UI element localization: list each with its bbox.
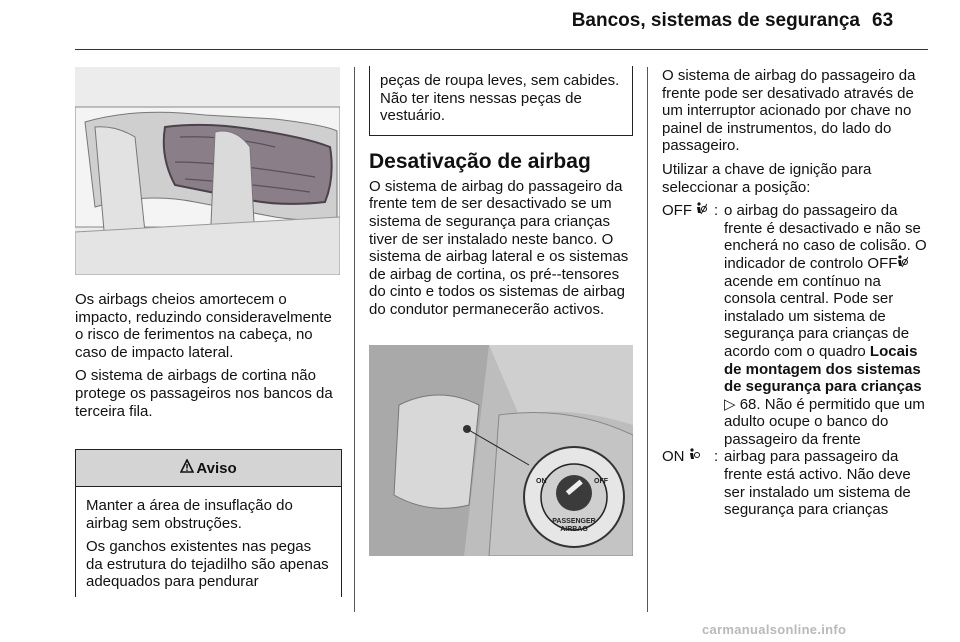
warning-title: Aviso [196,459,237,477]
watermark-footer: carmanualsonline.info [702,622,847,637]
warning-header [76,450,341,487]
airbag-drawing-svg [75,67,340,275]
curtain-airbag-illustration [75,67,340,275]
column-3 [662,67,928,519]
airbag-cushion-paragraph: Os airbags cheios amortecem o impacto, reduzindo consideravelmente o risco de ferimentos na cabeça, no caso de impacto lateral. [75,291,332,361]
position-definition-list [662,202,928,519]
column-1 [75,291,340,420]
key-instruction-paragraph: Utilizar a chave de ignição para seleccionar a posição: [662,160,872,196]
column-divider-1 [354,67,355,612]
column-2 [369,67,633,319]
warning-icon [180,459,194,477]
on-separator: : [714,448,719,466]
warning-box [75,449,342,597]
warning-continuation-box [369,66,633,136]
warning-continuation-text: peças de roupa leves, sem cabides. Não ter itens nessas peças de vestuário. [380,72,620,125]
airbag-off-icon [692,202,707,219]
header-rule [75,49,928,50]
third-row-paragraph: O sistema de airbags de cortina não protege os passageiros nos bancos da terceira fila. [75,367,333,420]
off-term: OFF [662,202,714,448]
switch-caption-1: PASSENGER [552,518,596,525]
column-divider-2 [647,67,648,612]
warning-body [76,487,341,591]
page-header [0,0,960,40]
on-term: ON [662,448,714,518]
airbag-switch-photo [369,345,633,556]
deactivation-paragraph: O sistema de airbag do passageiro da frente tem de ser desactivado se um sistema de segurança para crianças tiver de ser instalado neste banco. O sistema de airbag lateral e os sistemas de airbag de cortina, os pré--tensores do cinto e todos os sistemas de airbag do condutor permanecerão activos. [369,177,629,318]
section-title: Bancos, sistemas de segurança [571,10,860,31]
warning-paragraph-1: Manter a área de insuflação do airbag sem obstruções. [86,497,293,532]
section-heading: Desativação de airbag [369,149,591,173]
switch-intro-paragraph: O sistema de airbag do passageiro da frente pode ser desativado através de um interruptor acionado por chave no painel de instrumentos, do lado do passageiro. [662,67,916,155]
off-description: o airbag do passageiro da frente é desactivado e não se encherá no caso de colisão. O indicador de controlo OFF acende em contínuo na consola central. Pode ser instalado um sistema de segurança para crianças de acordo com o quadro Locais de montagem dos sistemas de segurança para crianças ▷ 68. Não é permitido que um adulto ocupe o banco do passageiro da frente [724,202,927,448]
page-number: 63 [872,10,894,31]
page-ref-arrow-icon: ▷ [724,395,736,413]
switch-off-label: OFF [594,478,608,485]
airbag-off-inline-icon [897,255,908,272]
switch-on-label: ON [536,478,547,485]
airbag-on-icon [685,448,700,465]
on-description: airbag para passageiro da frente está activo. Não deve ser instalado um sistema de segurança para crianças [724,448,911,519]
switch-caption-2: AIRBAG [560,526,588,533]
switch-photo-svg [369,345,633,556]
off-separator: : [714,202,719,220]
child-seat-locations-link[interactable]: Locais de montagem dos sistemas de segurança para crianças [724,342,922,396]
warning-paragraph-2: Os ganchos existentes nas pegas da estrutura do tejadilho são apenas adequados para pendurar [86,538,329,591]
